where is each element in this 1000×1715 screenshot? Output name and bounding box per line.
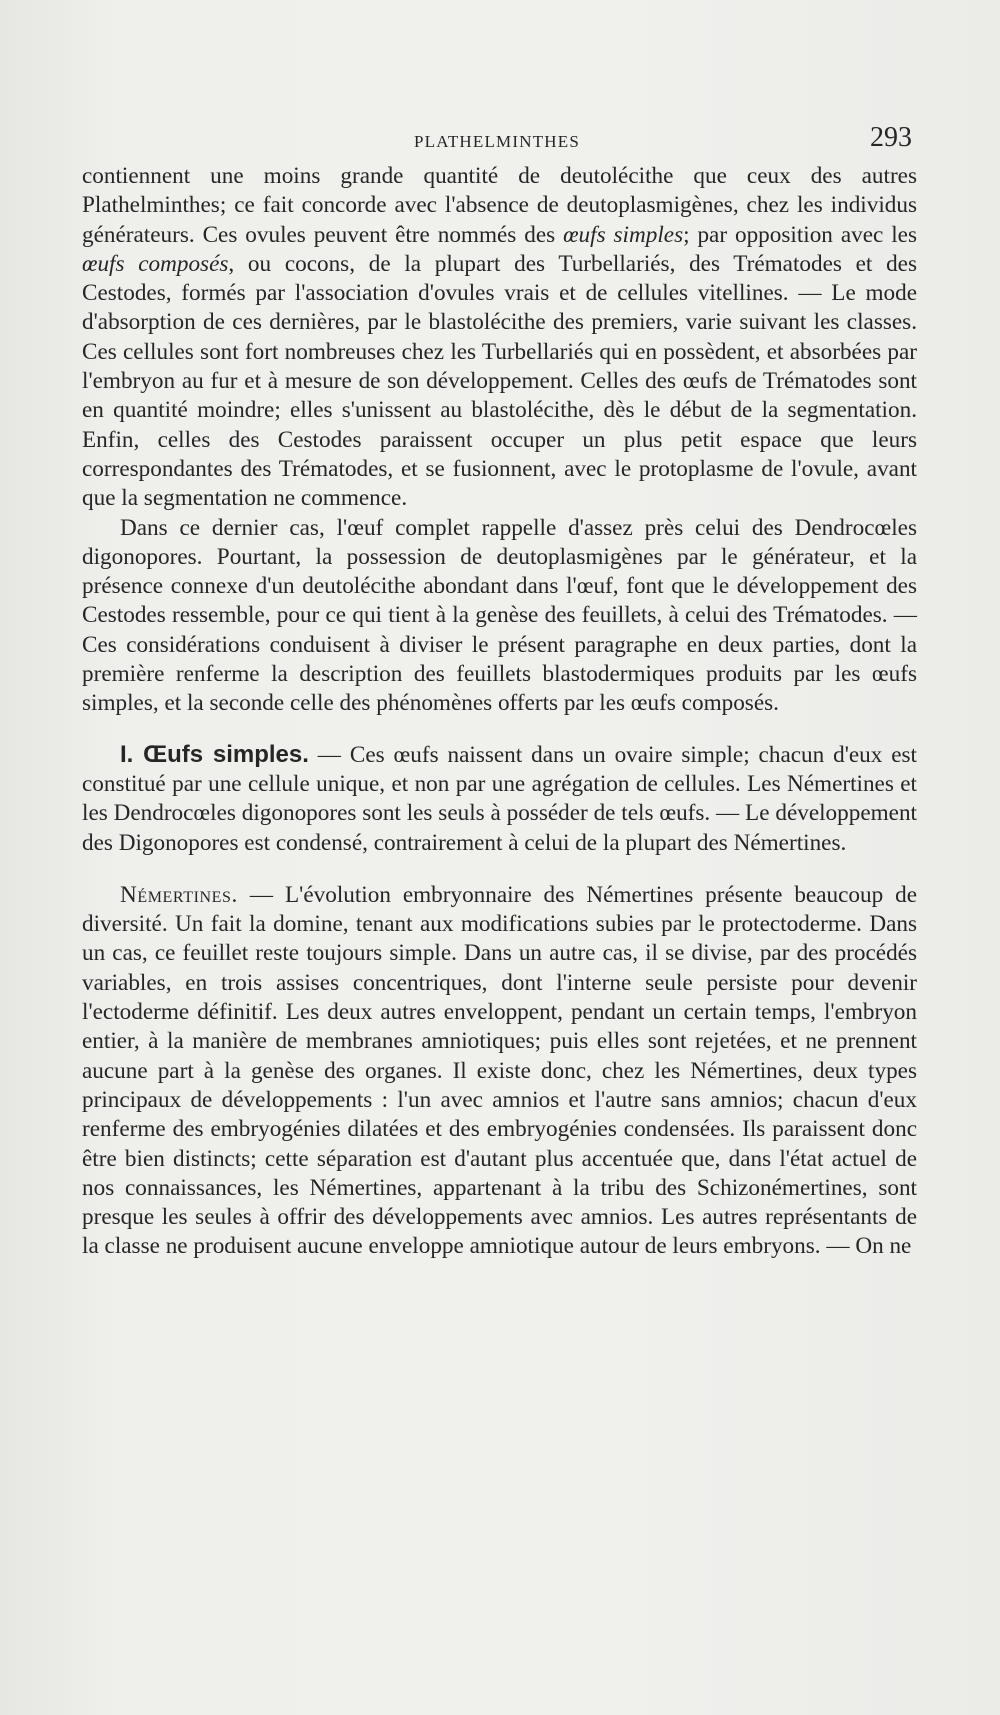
section-heading-nemertines: Némertines. <box>120 881 238 908</box>
paragraph-1-text-c: ; par opposition avec les <box>683 221 917 248</box>
paragraph-4 <box>82 881 917 1262</box>
paragraph-3 <box>82 740 917 858</box>
paragraph-4-text: — L'évolution embryonnaire des Némertines présente beaucoup de diversité. Un fait la domine, tenant aux modifications subies par le protectoderme. Dans un cas, ce feuillet reste toujours simple. Dans un autre cas, il se divise, par des procédés variables, en trois assises concentriques, dont l'interne seule persiste pour devenir l'ectoderme définitif. Les deux autres enveloppent, pendant un certain temps, l'embryon entier, à la manière de membranes amniotiques; puis elles sont rejetées, et ne prennent aucune part à la genèse des organes. Il existe donc, chez les Némertines, deux types principaux de développements : l'un avec amnios et l'autre sans amnios; chacun d'eux renferme des embryogénies dilatées et des embryogénies condensées. Ils paraissent donc être bien distincts; cette séparation est d'autant plus accentuée que, dans l'état actuel de nos connaissances, les Némertines, appartenant à la tribu des Schizonémertines, sont presque les seules à offrir des développements avec amnios. Les autres représentants de la classe ne produisent aucune enveloppe amniotique autour de leurs embryons. — On ne <box>82 881 917 1260</box>
paragraph-3-text: — Ces œufs naissent dans un ovaire simple; chacun d'eux est constitué par une cellule unique, et non par une agrégation de cellules. Les Némertines et les Dendrocœles digonopores sont les seuls à posséder de tels œufs. — Le développement des Digonopores est condensé, contrairement à celui de la plupart des Némertines. <box>82 741 917 856</box>
term-oeufs-simples: œufs simples <box>563 221 684 248</box>
section-heading-oeufs-simples: I. Œufs simples. <box>120 740 309 768</box>
page-number: 293 <box>870 122 912 153</box>
body-text <box>82 162 917 1262</box>
paragraph-1-text-e: , ou cocons, de la plupart des Turbellariés, des Trématodes et des Cestodes, formés par l'association d'ovules vrais et de cellules vitellines. — Le mode d'absorption de ces dernières, par le blastolécithe des premiers, varie suivant les classes. Ces cellules sont fort nombreuses chez les Turbellariés qui en possèdent, et absorbées par l'embryon au fur et à mesure de son développement. Celles des œufs de Trématodes sont en quantité moindre; elles s'unissent au blastolécithe, dès le début de la segmentation. Enfin, celles des Cestodes paraissent occuper un plus petit espace que leurs correspondantes des Trématodes, et se fusionnent, avec le protoplasme de l'ovule, avant que la segmentation ne commence. <box>82 250 917 512</box>
paragraph-2: Dans ce dernier cas, l'œuf complet rappelle d'assez près celui des Dendrocœles digonopores. Pourtant, la possession de deutoplasmigènes par le générateur, et la présence connexe d'un deutolécithe abondant dans l'œuf, font que le développement des Cestodes ressemble, pour ce qui tient à la genèse des feuillets, à celui des Trématodes. — Ces considérations conduisent à diviser le présent paragraphe en deux parties, dont la première renferme la description des feuillets blastodermiques produits par les œufs simples, et la seconde celle des phénomènes offerts par les œufs composés. <box>82 514 917 717</box>
paragraph-1 <box>82 162 917 514</box>
term-oeufs-composes: œufs composés <box>82 250 229 277</box>
running-title: PLATHELMINTHES <box>413 132 580 151</box>
page-header <box>82 118 912 158</box>
paragraph-1-text-a: contiennent une moins grande quantité de deutolécithe que ceux des autres Plathelminthes; ce fait concorde avec l'absence de deutoplasmigènes, chez les individus générateurs. Ces ovules peuvent être nommés des <box>82 163 917 248</box>
